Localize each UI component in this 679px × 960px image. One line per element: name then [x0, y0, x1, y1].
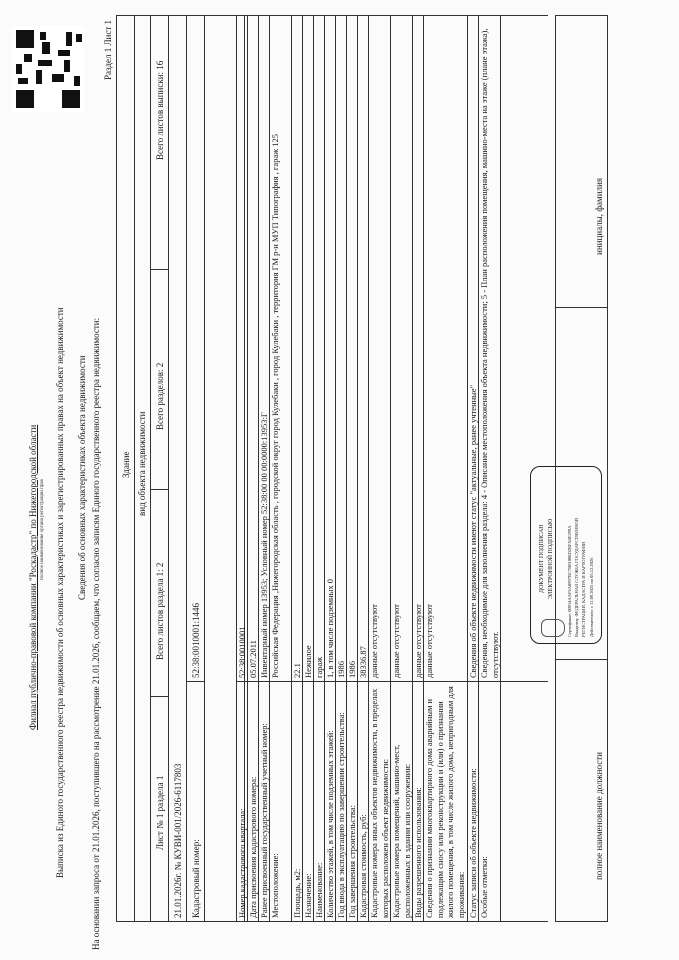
- row-label: Количество этажей, в том числе подземных этажей:: [325, 730, 335, 918]
- row-value: 22.1: [292, 663, 302, 678]
- extract-title: Выписка из Единого государственного реестра недвижимости об основных характеристиках и зарегистрированных правах на объект недвижимости: [55, 307, 65, 878]
- row-value: 05.07.2011: [248, 640, 258, 678]
- row-value: 52:38:0010001: [237, 626, 247, 678]
- branch-name: Филиал публично-правовой компании "Роскадастр" по Нижегородской области: [28, 424, 38, 730]
- row-value: Сведения, необходимые для заполнения раздела: 4 - Описание местоположения объекта недвижимости; 5 - План расположения помещения, машино-места на этаже (плане этажа), отсутствуют.: [479, 28, 500, 678]
- row-label: Виды разрешенного использования:: [413, 787, 423, 918]
- row-value: Инвентарный номер 13953; Условный номер 52:38:00 00 00:0000:13953:Г: [259, 412, 269, 678]
- emblem-icon: [541, 619, 565, 637]
- row-value: данные отсутствуют: [413, 604, 423, 678]
- sheets-total: Всего листов выписки: 16: [155, 60, 165, 160]
- cadastral-number-label: Кадастровый номер:: [191, 839, 201, 918]
- row-value: гараж: [314, 656, 324, 678]
- section-page: Раздел 1 Лист 1: [103, 19, 113, 80]
- stamp-certificate: Сертификат: 00914AAF6A8997BC7B01008D2BFA8E299A: [567, 525, 572, 637]
- section-title: Сведения об основных характеристиках объекта недвижимости: [77, 355, 87, 600]
- row-value: 38336.87: [358, 646, 368, 678]
- sections-total: Всего разделов: 2: [155, 362, 165, 430]
- row-label: Кадастровые номера иных объектов недвижимости, в пределах которых расположен объект недвижимости:: [369, 688, 390, 918]
- section-sheets: Всего листов раздела 1: 2: [155, 562, 165, 660]
- row-label: Ранее присвоенный государственный учетный номер:: [259, 723, 269, 918]
- stamp-owner-2: РЕГИСТРАЦИИ, КАДАСТРА И КАРТОГРАФИИ: [581, 541, 586, 637]
- sheet-number: Лист № 1 раздела 1: [155, 775, 165, 850]
- row-value: Нежилое: [303, 645, 313, 678]
- row-label: Назначение:: [303, 873, 313, 918]
- row-label: Статус записи об объекте недвижимости:: [468, 768, 478, 918]
- row-value: данные отсутствуют: [391, 604, 401, 678]
- row-value: данные отсутствуют: [424, 604, 434, 678]
- stamp-subtitle: ЭЛЕКТРОННОЙ ПОДПИСЬЮ: [548, 518, 554, 599]
- row-value: 1986: [347, 661, 357, 678]
- request-basis: На основании запроса от 21.01.2026, поступившего на рассмотрение 21.01.2026, сообщаем, что согласно записям Единого государственного реестра недвижимости:: [91, 317, 101, 950]
- stamp-title: ДОКУМЕНТ ПОДПИСАН: [539, 524, 545, 593]
- row-label: Дата присвоения кадастрового номера:: [248, 776, 258, 918]
- row-label: Местоположение:: [270, 853, 280, 918]
- row-value: данные отсутствуют: [369, 604, 379, 678]
- row-label: Год ввода в эксплуатацию по завершении строительства:: [336, 712, 346, 918]
- cadastral-number-value: 52:38:0010001:1446: [191, 602, 201, 678]
- electronic-signature-stamp: [530, 466, 602, 644]
- row-label: Особые отметки:: [479, 856, 489, 918]
- row-label: Наименование:: [314, 862, 324, 918]
- row-label: Кадастровая стоимость, руб:: [358, 814, 368, 918]
- row-label: Номер кадастрового квартала:: [237, 808, 247, 918]
- document-date-number: 21.01.2026г. № КУВИ-001/2026-6117803: [173, 763, 183, 918]
- row-label: Сведения о признании многоквартирного дома аварийным и подлежащим сносу или реконструкции и (или) о признании жилого помещения, в том числе жилого дома, непригодным для проживания:: [424, 686, 466, 918]
- row-label: Площадь, м2:: [292, 868, 302, 918]
- row-label: Год завершения строительства:: [347, 805, 357, 918]
- row-value: 1, в том числе подземных 0: [325, 579, 335, 678]
- object-type: Здание: [121, 451, 131, 478]
- position-caption: полное наименование должности: [594, 752, 604, 880]
- initials-caption: инициалы, фамилия: [594, 178, 604, 255]
- qr-code: [12, 26, 84, 112]
- branch-note: полное наименование органа регистрации прав: [40, 479, 45, 580]
- object-type-caption: вид объекта недвижимости: [137, 411, 147, 516]
- row-value: 1986: [336, 661, 346, 678]
- row-value: Российская Федерация ,Нижегородская область , городской округ город Кулебаки , город Кулебаки , территория ГМ р-н МУП Типография , гараж 125: [270, 134, 280, 678]
- row-label: Кадастровые номера помещений, машино-мест, расположенных в здании или сооружении:: [391, 744, 412, 918]
- stamp-owner: Владелец: ФЕДЕРАЛЬНАЯ СЛУЖБА ГОСУДАРСТВЕННОЙ: [574, 517, 579, 637]
- row-value: Сведения об объекте недвижимости имеют статус "актуальные, ранее учтенные": [468, 384, 478, 678]
- stamp-validity: Действителен: с 11.09.2025 по 05.12.2026: [589, 557, 594, 637]
